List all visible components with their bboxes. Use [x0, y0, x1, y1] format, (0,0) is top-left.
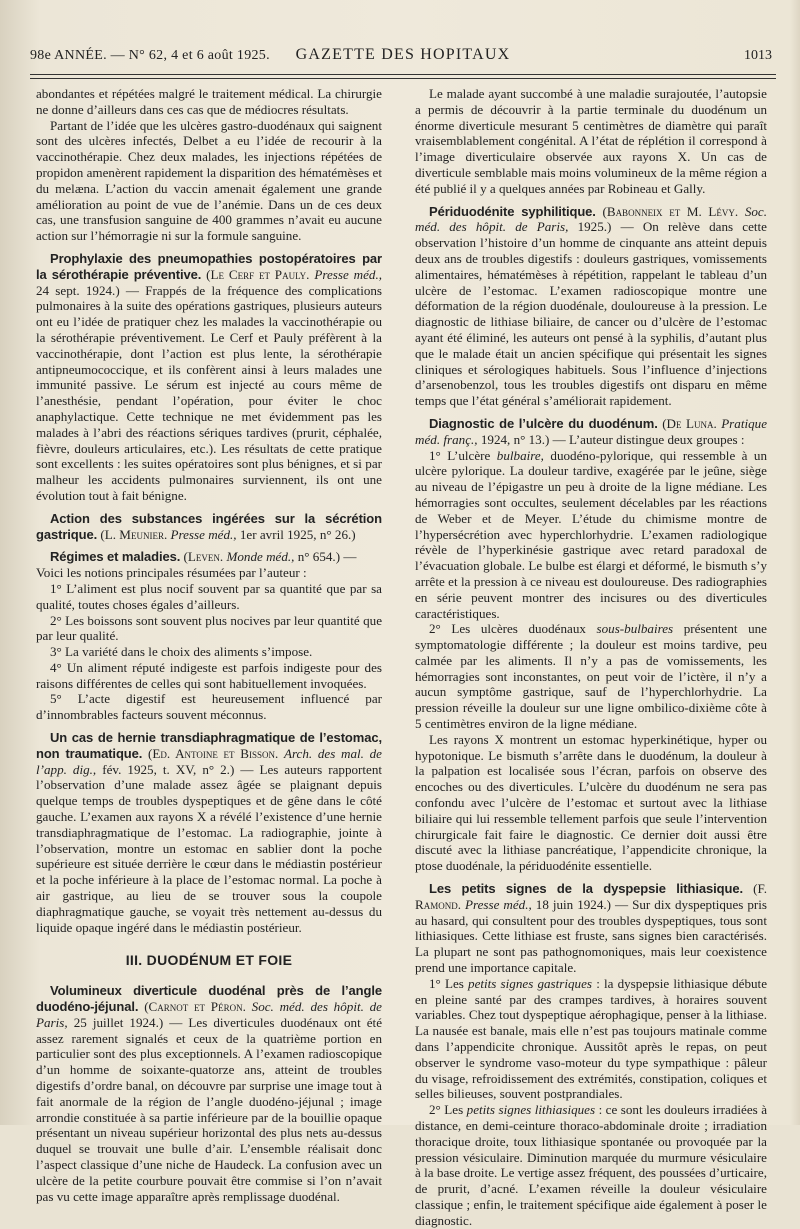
article-authors: (Le Cerf et Pauly.	[206, 266, 310, 282]
article-text: — On relève dans cette observation l’histoire d’un homme de cinquante ans atteint depuis deux ans de troubles digestifs : douleurs gastriques, vomissements alimentaires, hématémèses à répétition, rappelant le tableau d’un ulcère de l’estomac. L’examen radioscopique montre une déformation de la région duodénale, douloureuse à la pression. Le diagnostic de lithiase biliaire, de cancer ou d’ulcère de l’estomac ayant été éliminé, les auteurs ont pensé à la syphilis, d’autant plus que le malade était un ancien spécifique qui présentait les signes cliniques et sérologiques habituels. Sous l’influence d’injections d’arsenobenzol, tous les troubles digestifs ont disparu en même temps que l’état général s’améliorait rapidement.	[415, 219, 767, 409]
article-source	[100, 527, 355, 542]
article-authors: (De Luna.	[662, 415, 717, 431]
running-header	[30, 42, 776, 68]
article-journal: Monde méd.,	[226, 549, 295, 565]
paragraph: Le malade ayant succombé à une maladie surajoutée, l’autopsie a permis de découvrir à la partie terminale du duodénum un énorme diverticule mesurant 5 centimètres de diamètre qui paraît vraisemblablement congénital. A l’état de réplétion il correspond à l’image diverticulaire observée aux rayons X. Un cas de diverticule semblable mais moins volumineux de la même région a été publié il y a quelques années par Robineau et Gally.	[415, 86, 767, 196]
article-hernie	[36, 730, 382, 935]
article-journal: Pratique méd. franç.,	[415, 415, 768, 447]
article-authors: (Ed. Antoine et Bisson.	[147, 745, 279, 761]
article-title: Un cas de hernie transdiaphragmatique de l’estomac, non traumatique.	[36, 730, 382, 761]
article-journal: Soc. méd. des hôpit. de Paris,	[36, 999, 382, 1030]
article-title: Les petits signes de la dyspepsie lithiasique.	[429, 881, 743, 897]
paragraph: Partant de l’idée que les ulcères gastro-duodénaux qui saignent sont des ulcères infectés, Delbet a eu l’idée de recourir à la vaccinothérapie. Chez deux malades, les injections répétées de propidon amenèrent rapidement la disparition des hématémèses et du melæna. L’action du vaccin amenait également une grande amélioration au point de vue de l’anémie. Dans un de ces deux cas, une transfusion sanguine de 400 grammes n’avait eu aucune action sur l’hémorragie ni sur la formule sanguine.	[36, 117, 382, 244]
article-regimes	[36, 549, 382, 723]
item-term: bulbaire,	[496, 447, 544, 463]
article-periduodenite	[415, 204, 767, 409]
right-column	[415, 86, 767, 1229]
article-authors: (Carnot et Péron.	[144, 999, 246, 1015]
list-item	[415, 976, 767, 1102]
item-text: : ce sont les douleurs irradiées à distance, en demi-ceinture thoraco-abdominale droite ; irradiation thoracique droite, toux lithiasique spontanée ou provoquée par la pression vésiculaire. Diminution marquée du murmure vésiculaire à la base droite. Le vertige assez fréquent, des poussées d’urticaire, de prurit, d’acné. L’examen réveille la douleur vésiculaire classique ; enfin, le traitement spécifique aide également à poser le diagnostic.	[415, 1102, 768, 1228]
list-item: 3° La variété dans le choix des aliments s’impose.	[50, 644, 313, 660]
issue-info: 98e ANNÉE. — N° 62, 4 et 6 août 1925.	[30, 48, 270, 63]
paragraph: abondantes et répétées malgré le traitement médical. La chirurgie ne donne d’ailleurs dans ces cas que de médiocres résultats.	[36, 86, 382, 117]
header-rule	[30, 74, 776, 75]
left-column	[36, 86, 382, 1204]
item-lead: 1° L’ulcère	[429, 447, 491, 463]
article-continued	[36, 86, 382, 244]
paragraph	[415, 881, 767, 976]
list-item: 4° Un aliment réputé indigeste est parfois indigeste pour des raisons différentes de celles qui sont habituellement invoquées.	[36, 659, 382, 691]
article-authors: (F. Ramond.	[415, 881, 767, 912]
article-diverticule	[36, 983, 382, 1204]
article-prophylaxie	[36, 251, 382, 504]
paragraph	[36, 983, 382, 1204]
section-heading: III. DUODÉNUM ET FOIE	[125, 952, 293, 969]
item-lead: 2° Les	[429, 1102, 464, 1118]
article-journal: Presse méd.,	[170, 526, 237, 542]
article-ulcere-duodenum	[415, 416, 767, 874]
paragraph	[36, 511, 382, 543]
article-text: — Les auteurs rapportent l’observation d’une malade assez âgée se plaignant depuis quelque temps de troubles dyspeptiques et de gêne dans le côté gauche. L’examen aux rayons X a révélé l’existence d’une hernie transdiaphragmatique de l’estomac. La radiographie, jointe à l’observation, montre un estomac en sablier dont la poche supérieure est située derrière le cœur dans le médiastin postérieur et la poche inférieure à la place de l’estomac normal. La poche à air gastrique, au lieu de se trouver sous la coupole diaphragmatique gauche, se voyait très nettement au-dessus du liquide opaque ingéré dans le médiastin postérieur.	[36, 761, 383, 935]
list-item: 2° Les boissons sont souvent plus nocives par leur quantité que par leur qualité.	[36, 612, 382, 644]
article-title: Diagnostic de l’ulcère du duodénum.	[429, 415, 658, 431]
article-date: 1925.)	[577, 219, 612, 235]
paragraph: Les rayons X montrent un estomac hyperkinétique, hyper ou hypotonique. Le bismuth s’arrête dans le duodénum, la douleur à la palpation est localisée sous l’écran, parfois on observe des encoches ou des diverticules. L’ulcère du duodénum ne sera pas confondu avec l’ulcère de l’estomac et surtout avec la lithiase biliaire qui lui ressemble tellement parfois que seule l’intervention chirurgicale fait faire le diagnostic. Ce dernier doit aussi être discuté avec la lithiase pancréatique, l’appendicite chronique, la ptose duodénale, la périduodénite essentielle.	[415, 731, 767, 874]
item-lead: 1° Les	[429, 975, 464, 991]
item-term: sous-bulbaires	[596, 621, 674, 637]
item-term: petits signes gastriques	[468, 975, 593, 991]
article-dyspepsie-lithiasique	[415, 881, 767, 1229]
article-journal: Soc. méd. des hôpit. de Paris,	[415, 203, 768, 235]
article-action-substances	[36, 511, 382, 543]
list-item: 1° L’aliment est plus nocif souvent par sa quantité que par sa qualité, toutes choses égales d’ailleurs.	[36, 580, 382, 612]
item-text: présentent une symptomatologie différente ; la douleur est moins tardive, peu calmée par les aliments. Il n’y a pas de vomissements, les hémorragies sont inconstantes, on peut voir de l’ictère, il n’y a aucun symptôme gastrique, sauf de l’hyperchlorhydrie. La pression réveille la douleur sur une ligne ombilico-dixième côte à 5 centimètres environ de la ligne médiane.	[415, 621, 767, 732]
article-source	[184, 549, 357, 564]
article-date: 1924, n° 13.)	[480, 431, 550, 447]
item-term: petits signes lithiasiques	[466, 1102, 596, 1118]
article-authors: (Leven.	[183, 549, 224, 565]
list-item	[415, 621, 767, 732]
article-date: 1er avril 1925, n° 26.)	[239, 526, 356, 542]
paragraph	[415, 204, 767, 409]
article-title: Périduodénite syphilitique.	[429, 203, 596, 219]
article-title: Volumineux diverticule duodénal près de l’angle duodéno-jéjunal.	[36, 983, 382, 1015]
article-date: 25 juillet 1924.)	[73, 1014, 164, 1030]
article-diverticule-continued	[415, 86, 767, 197]
paragraph	[415, 416, 767, 448]
article-date: 18 juin 1924.)	[535, 896, 612, 912]
list-item	[415, 1102, 767, 1228]
article-date: 24 sept. 1924.)	[36, 282, 120, 298]
list-item: 5° L’acte digestif est heureusement influencé par d’innombrables facteurs souvent méconnus.	[36, 691, 382, 723]
paragraph	[36, 549, 382, 565]
header-rule-double	[30, 78, 776, 79]
article-text: — Frappés de la fréquence des complications pulmonaires à la suite des opérations gastriques, plusieurs auteurs ont eu l’idée de pratiquer chez les malades la vaccinothérapie ou la sérothérapie préventivement. Le Cerf et Pauly préfèrent à la vaccinothérapie, dont l’action est plus lente, la sérothérapie antipneumococcique, et ils confèrent ainsi à leurs malades une immunité passive. Le sérum est injecté au cours même de l’anesthésie, pendant l’opération, pour éviter le choc anaphylactique. Cette technique ne met évidemment pas les malades à l’abri des réactions sériques tardives (prurit, céphalée, fièvre, douleurs articulaires, etc.). Les résultats de cette pratique sont excellents : les suites opératoires sont plus bénignes, et si par malheur les accidents pulmonaires surviennent, ils ont une évolution tout à fait bénigne.	[36, 282, 383, 503]
article-text: — Les diverticules duodénaux ont été assez rarement signalés et ceux de la quatrième portion en particulier sont des plus exceptionnels. A l’examen radioscopique d’un homme de soixante-quatorze ans, atteint de troubles digestifs d’ordre banal, on découvre par surprise une image tout à fait anormale de la région de l’angle duodéno-jéjunal ; image arrondie constituée à sa partie inférieure par de la bouillie opaque présentant un niveau supérieur horizontal des plus nets au-dessus duquel se trouvait une bulle d’air. L’ensemble réalisait donc l’aspect classique d’une niche de Haudeck. La confusion avec un ulcère de la petite courbure pouvait être commise si l’on n’avait pas vu cette image apparaître après remplissage duodénal.	[36, 1014, 383, 1204]
paragraph	[36, 251, 382, 504]
item-text: duodéno-pylorique, qui ressemble à un ulcère pylorique. La douleur tardive, exagérée par le jeûne, siège au niveau de l’épigastre un peu à droite de la ligne médiane. Les hémorragies sont occultes, seulement décelables par les réactions de Weber et de Meyer. L’étude du chimisme montre de l’hypersécrétion avec hyperchlorhydrie. L’examen radiologique révèle de l’hyperkinésie gastrique avec retard paradoxal de l’évacuation globale. Le bulbe est élargi et déformé, le bismuth s’y arrête et la pression à ce niveau est douloureuse. Des radiographies en série peuvent montrer des incisures ou des diverticules caractéristiques.	[415, 447, 768, 621]
paragraph	[36, 730, 382, 935]
journal-title: GAZETTE DES HOPITAUX	[295, 46, 511, 63]
article-text: — Sur dix dyspeptiques pris au hasard, qui consultent pour des troubles dyspeptiques, tous sont lithiasiques. Cette lithiase est fruste, sans signes bien caractérisés. La plupart ne sont pas pathognomoniques, mais leur coexistence prend une importance capitale.	[415, 896, 767, 976]
article-authors: (L. Meunier.	[100, 526, 168, 542]
article-date: fév. 1925, t. XV, n° 2.)	[102, 761, 235, 777]
article-authors: (Babonneix et M. Lévy.	[602, 203, 739, 219]
article-title: Régimes et maladies.	[50, 549, 181, 565]
article-journal: Presse méd.,	[314, 266, 382, 282]
item-lead: 2° Les ulcères duodénaux	[429, 621, 586, 637]
article-journal: Presse méd.,	[465, 896, 532, 912]
article-date: n° 654.) —	[297, 549, 357, 565]
article-title: Prophylaxie des pneumopathies postopératoires par la sérothérapie préventive.	[36, 250, 382, 282]
paragraph: Voici les notions principales résumées par l’auteur :	[36, 565, 307, 581]
page-number: 1013	[744, 48, 772, 63]
article-journal: Arch. des mal. de l’app. dig.,	[36, 745, 382, 777]
list-item	[415, 448, 767, 622]
article-text: — L’auteur distingue deux groupes :	[552, 431, 745, 447]
article-title: Action des substances ingérées sur la sécrétion gastrique.	[36, 510, 382, 542]
item-text: : la dyspepsie lithiasique débute en pleine santé par des crampes tardives, à horaires souvent variables. Chez tout dyspeptique aérophagique, penser à la lithiase. La nausée est banale, mais elle n’est pas toujours matinale comme dans l’appendicite chronique. Aussitôt après le repas, on peut observer le syndrome vaso-moteur du type sympathique : pâleur du visage, refroidissement des extrémités, constipation, coliques et selles bilieuses, souvent postprandiales.	[415, 975, 768, 1102]
